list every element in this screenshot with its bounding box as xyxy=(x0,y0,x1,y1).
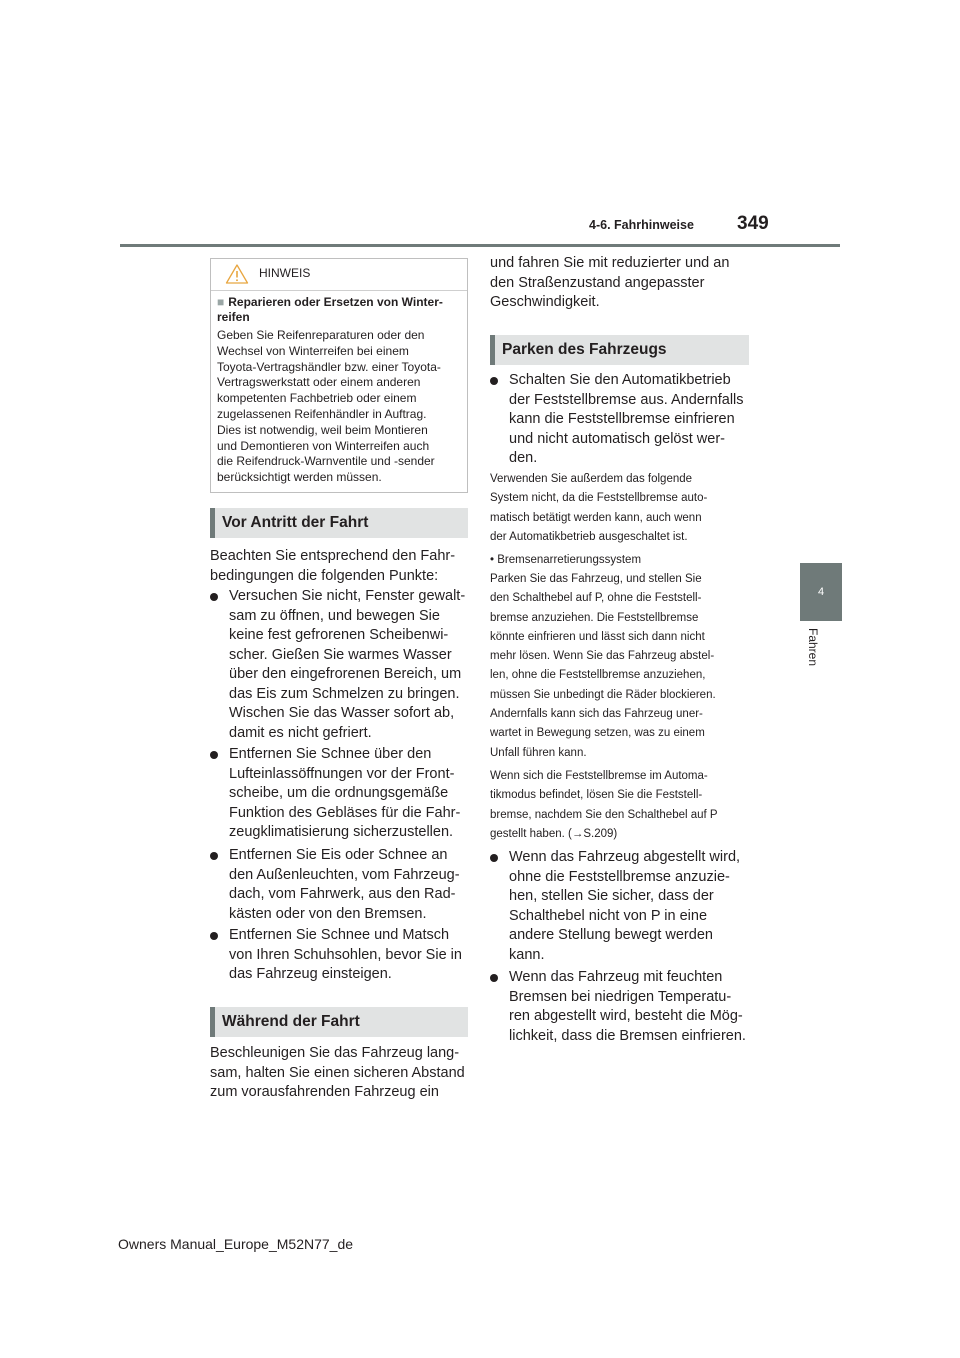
section-accent xyxy=(210,1007,215,1037)
list-item-text: Wenn das Fahrzeug abgestellt wird, ohne die Feststellbremse anzuzie- hen, stellen Sie sicher, dass der Schalthebel nicht von P in eine andere Stellung bewegt werden kann. xyxy=(509,849,741,963)
header-rule xyxy=(120,244,840,247)
section-heading-text: Während der Fahrt xyxy=(222,1013,360,1030)
section-accent xyxy=(210,508,215,538)
list-item-text: Versuchen Sie nicht, Fenster gewalt- sam zu öffnen, und bewegen Sie keine fest gefrorenen Scheibenwi- scher. Gießen Sie warmes Wasser über den eingefrorenen Bereich, um das Eis zum Schmelzen zu bringen. Wischen Sie das Wasser sofort ab, damit es nicht gefriert. xyxy=(229,588,466,741)
chapter-number: 4 xyxy=(817,586,825,598)
list-item xyxy=(490,371,752,471)
driving-paragraph: Beschleunigen Sie das Fahrzeug lang- sam, halten Sie einen sicheren Abstand zum vorausfahrenden Fahrzeug ein xyxy=(210,1045,465,1100)
notice-header xyxy=(211,259,467,291)
square-bullet-icon: ■ xyxy=(217,295,225,309)
chapter-tab[interactable] xyxy=(800,563,842,621)
list-item-text: Wenn das Fahrzeug mit feuchten Bremsen bei niedrigen Temperatu- ren abgestellt wird, besteht die Mög- lichkeit, dass die Bremsen einfrieren. xyxy=(509,969,746,1044)
note-paragraph: Verwenden Sie außerdem das folgende System nicht, da die Feststellbremse auto- matisch betätigt werden kann, auch wenn der Automatikbetrieb ausgeschaltet ist. xyxy=(490,473,708,543)
footer-text: Owners Manual_Europe_M52N77_de xyxy=(118,1236,354,1252)
section-heading-before-driving xyxy=(210,508,468,538)
section-heading-text: Vor Antritt der Fahrt xyxy=(222,514,369,531)
section-heading-while-driving xyxy=(210,1007,468,1037)
notice-title: HINWEIS xyxy=(259,266,311,280)
bullet-icon xyxy=(490,974,498,982)
list-item xyxy=(210,587,470,747)
notice-box xyxy=(210,258,468,493)
section-heading-text: Parken des Fahrzeugs xyxy=(502,341,667,358)
list-item xyxy=(210,745,470,845)
list-item-text: Entfernen Sie Schnee und Matsch von Ihren Schuhsohlen, bevor Sie in das Fahrzeug einsteigen. xyxy=(229,927,462,982)
list-item xyxy=(210,926,470,986)
bullet-icon xyxy=(210,593,218,601)
section-heading-parking xyxy=(490,335,749,365)
list-item-text: Schalten Sie den Automatikbetrieb der Feststellbremse aus. Andernfalls kann die Feststellbremse einfrieren und nicht automatisch gelöst wer- den. xyxy=(509,372,744,466)
note-list-item: • Bremsenarretierungssystem xyxy=(490,554,642,566)
bullet-icon xyxy=(490,377,498,385)
intro-paragraph: Beachten Sie entsprechend den Fahr- bedingungen die folgenden Punkte: xyxy=(210,548,456,584)
list-item xyxy=(490,968,752,1048)
list-item xyxy=(490,848,752,968)
section-header: 4-6. Fahrhinweise xyxy=(589,218,694,232)
section-accent xyxy=(490,335,495,365)
notice-body: Geben Sie Reifenreparaturen oder den Wechsel von Winterreifen bei einem Toyota-Vertragshändler bzw. einer Toyota- Vertragswerkstatt oder einem anderen kompetenten Fachbetrieb oder einem zugelassenen Reifenhändler in Auftrag. Dies ist notwendig, weil beim Montieren und Demontieren von Winterreifen auch die Reifendruck-Warnventile und -sender berücksichtigt werden müssen. xyxy=(217,328,441,485)
list-item-text: Entfernen Sie Schnee über den Lufteinlassöffnungen vor der Front- scheibe, um die ordnungsgemäße Funktion des Gebläses für die Fahr- zeugklimatisierung sicherzustellen. xyxy=(229,746,461,840)
bullet-icon xyxy=(210,932,218,940)
list-item xyxy=(210,846,470,926)
notice-subtitle xyxy=(217,295,462,325)
bullet-icon xyxy=(210,751,218,759)
page-number: 349 xyxy=(737,213,769,234)
chapter-label: Fahren xyxy=(806,628,820,667)
notice-subtitle-text: Reparieren oder Ersetzen von Winter- reifen xyxy=(217,295,443,324)
list-item-text: Entfernen Sie Eis oder Schnee an den Außenleuchten, vom Fahrzeug- dach, vom Fahrwerk, aus den Rad- kästen oder von den Bremsen. xyxy=(229,847,460,922)
continuation-paragraph: und fahren Sie mit reduzierter und an den Straßenzustand angepasster Geschwindigkeit. xyxy=(490,255,730,310)
warning-triangle-icon xyxy=(225,263,249,290)
bullet-icon xyxy=(490,854,498,862)
note-paragraph: Parken Sie das Fahrzeug, und stellen Sie den Schalthebel auf P, ohne die Feststell- bremse anzuziehen. Die Feststellbremse könnte einfrieren und lässt sich dann nicht mehr lösen. Wenn Sie das Fahrzeug abstel- len, ohne die Feststellbremse anzuziehen, müssen Sie unbedingt die Räder blockieren. Andernfalls kann sich das Fahrzeug uner- wartet in Bewegung setzen, was zu einem Unfall führen kann. xyxy=(490,573,716,759)
note-paragraph: Wenn sich die Feststellbremse im Automa- tikmodus befindet, lösen Sie die Feststell- bremse, nachdem Sie den Schalthebel auf P gestellt haben. (→S.209) xyxy=(490,770,718,840)
chapter-label-wrap xyxy=(806,628,826,688)
bullet-icon xyxy=(210,852,218,860)
